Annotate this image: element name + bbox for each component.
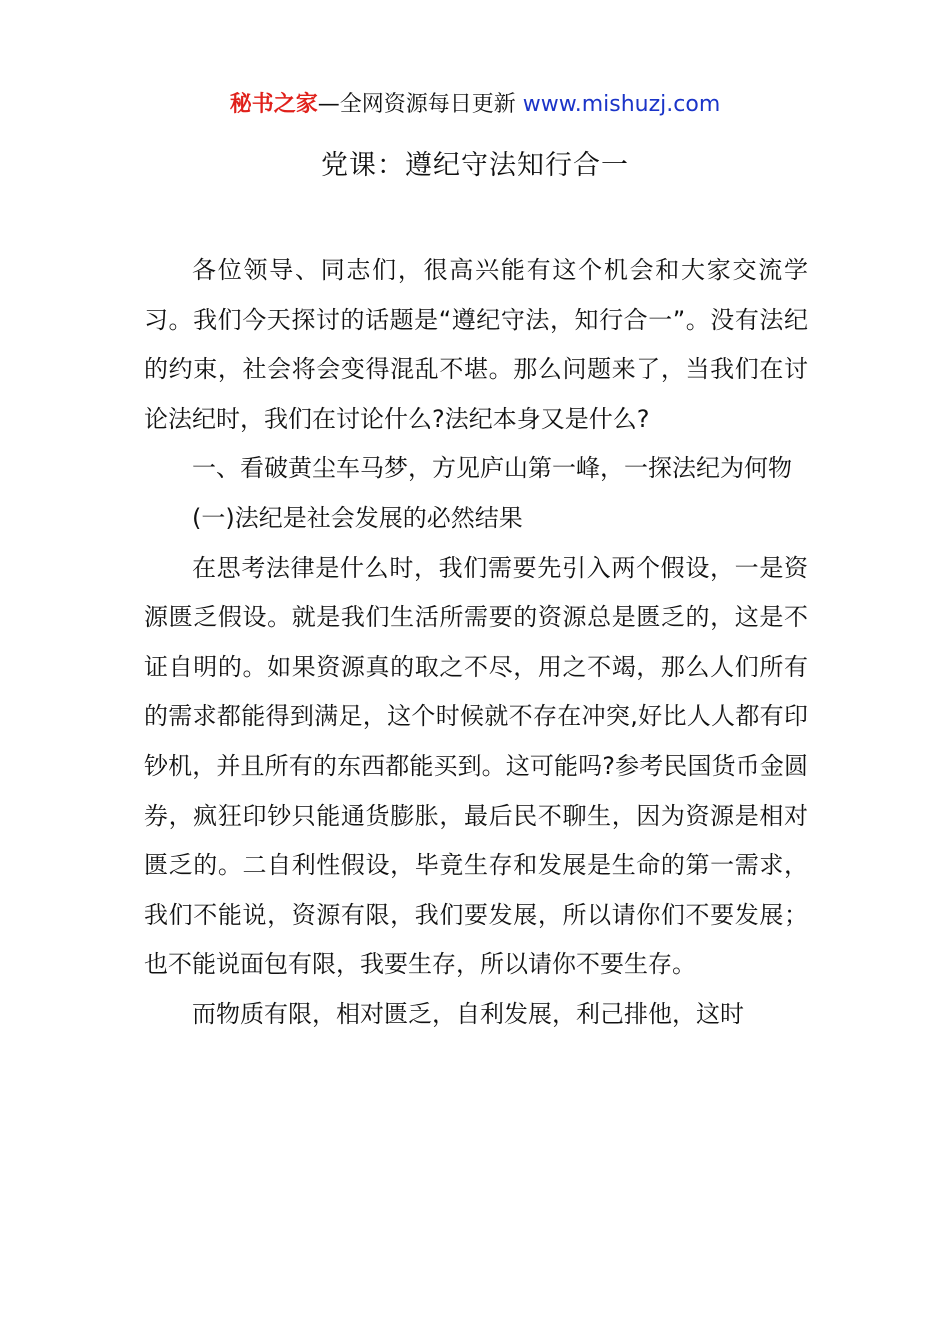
document-body bbox=[144, 246, 808, 1040]
document-title: 党课：遵纪守法知行合一 bbox=[321, 150, 629, 181]
heading-subsection-1: (一)法纪是社会发展的必然结果 bbox=[192, 503, 523, 532]
site-url-link[interactable]: www.mishuzj.com bbox=[522, 92, 721, 117]
paragraph-intro: 各位领导、同志们，很高兴能有这个机会和大家交流学习。我们今天探讨的话题是“遵纪守法，知行合一”。没有法纪的约束，社会将会变得混乱不堪。那么问题来了，当我们在讨论法纪时，我们在讨论什么?法纪本身又是什么? bbox=[144, 256, 808, 433]
paragraph-continued: 而物质有限，相对匮乏，自利发展，利己排他，这时 bbox=[192, 999, 744, 1028]
site-header bbox=[0, 88, 950, 122]
paragraph-body: 在思考法律是什么时，我们需要先引入两个假设，一是资源匮乏假设。就是我们生活所需要的资源总是匮乏的，这是不证自明的。如果资源真的取之不尽，用之不竭，那么人们所有的需求都能得到满足，这个时候就不存在冲突,好比人人都有印钞机，并且所有的东西都能买到。这可能吗?参考民国货币金圆券，疯狂印钞只能通货膨胀，最后民不聊生，因为资源是相对匮乏的。二自利性假设，毕竟生存和发展是生命的第一需求，我们不能说，资源有限，我们要发展，所以请你们不要发展；也不能说面包有限，我要生存，所以请你不要生存。 bbox=[144, 553, 808, 979]
site-name: 秘书之家 bbox=[229, 92, 318, 117]
heading-section-1: 一、看破黄尘车马梦，方见庐山第一峰，一探法纪为何物 bbox=[192, 454, 792, 483]
site-slogan: —全网资源每日更新 bbox=[317, 92, 523, 117]
